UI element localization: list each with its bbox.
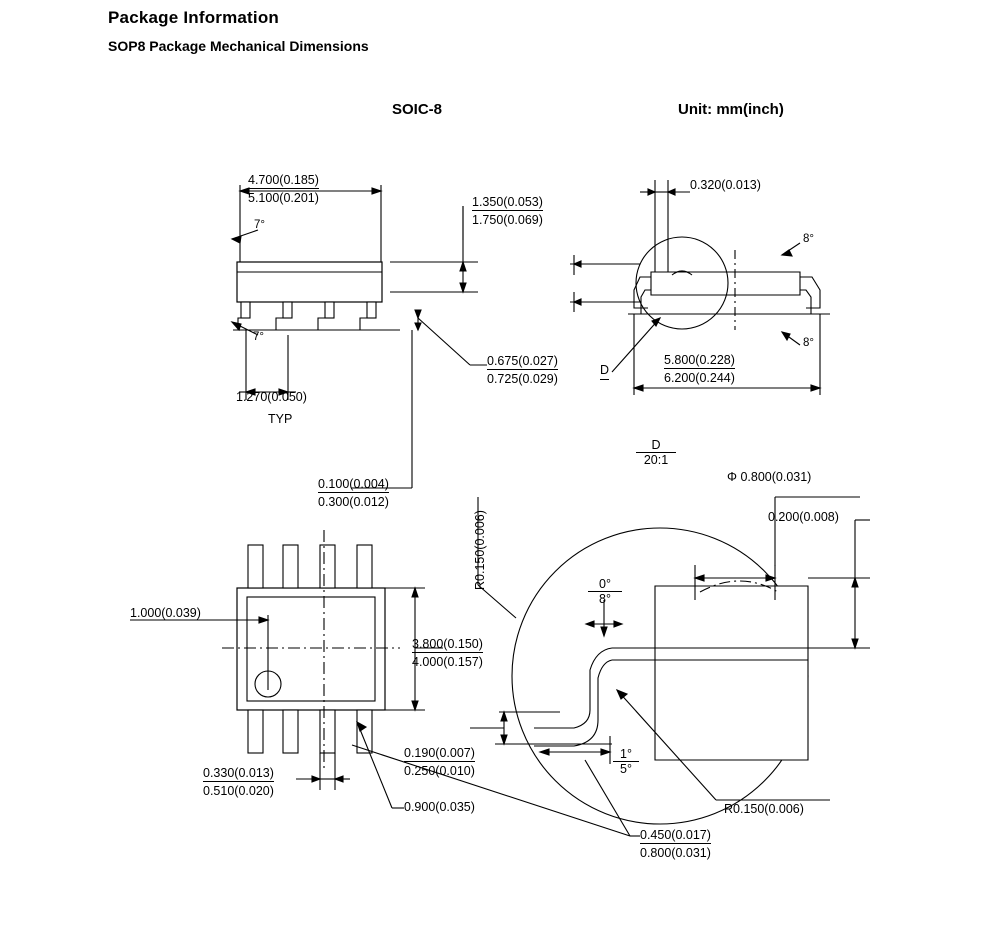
detail-mark-d: D xyxy=(600,363,609,380)
dim-chamfer-diameter: Φ 0.800(0.031) xyxy=(727,470,812,484)
dim-pin1-offset: 1.000(0.039) xyxy=(130,606,201,620)
dim-package-height: 1.350(0.053) 1.750(0.069) xyxy=(472,195,543,227)
dim-lead-pitch: 1.270(0.050) xyxy=(236,390,307,404)
detail-d-title: $\frac{D}{20:1}$ xyxy=(636,438,676,467)
angle-7-bottom: 7° xyxy=(253,331,264,343)
angle-8-top: 8° xyxy=(803,233,814,245)
dim-lead-thickness: 0.320(0.013) xyxy=(690,178,761,192)
dim-chamfer-depth: 0.200(0.008) xyxy=(768,510,839,524)
drawing-title-package: SOIC-8 xyxy=(392,101,443,118)
dim-radius-right: R0.150(0.006) xyxy=(724,802,804,816)
dim-body-width: 3.800(0.150) 4.000(0.157) xyxy=(412,637,483,669)
dim-coplanarity: 0.100(0.004) 0.300(0.012) xyxy=(318,477,389,509)
dim-body-length: 4.700(0.185) 5.100(0.201) xyxy=(248,173,319,205)
angle-8-bottom: 8° xyxy=(803,337,814,349)
dim-lead-pitch-note: TYP xyxy=(268,412,293,426)
dim-lead-width: 0.330(0.013) 0.510(0.020) xyxy=(203,766,274,798)
dim-radius-left: R0.150(0.006) xyxy=(473,510,487,590)
page-title: Package Information xyxy=(108,8,280,27)
angle-7-top: 7° xyxy=(254,219,265,231)
angle-range-1-5: $\frac{1^\circ}{5^\circ}$ xyxy=(613,747,639,776)
drawing-title-unit: Unit: mm(inch) xyxy=(678,101,784,118)
dim-lead-length: 0.900(0.035) xyxy=(404,800,475,814)
angle-range-0-8: $\frac{0^\circ}{8^\circ}$ xyxy=(588,577,622,606)
dim-foot-length: 0.450(0.017) 0.800(0.031) xyxy=(640,828,711,860)
dim-overall-width: 5.800(0.228) 6.200(0.244) xyxy=(664,353,735,385)
dim-standoff-height: 0.675(0.027) 0.725(0.029) xyxy=(487,354,558,386)
page-subtitle: SOP8 Package Mechanical Dimensions xyxy=(108,38,369,54)
dim-foot-height: 0.190(0.007) 0.250(0.010) xyxy=(404,746,475,778)
